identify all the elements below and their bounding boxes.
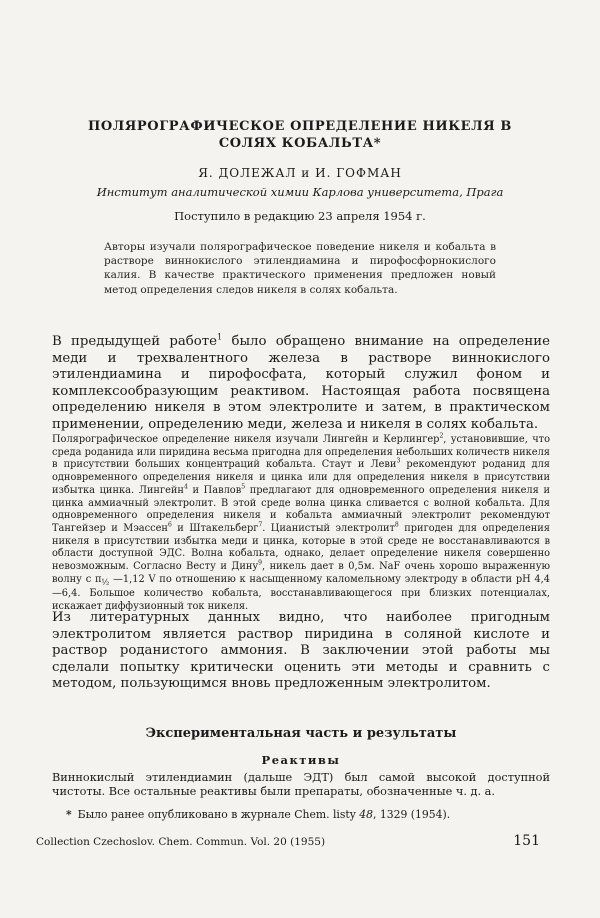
literature-review-paragraph xyxy=(52,434,550,614)
reference-3: 3 xyxy=(396,458,401,466)
section-heading: Экспериментальная часть и результаты xyxy=(145,726,457,741)
reference-8: 8 xyxy=(394,521,399,529)
reference-1: 1 xyxy=(217,331,223,342)
intro-text-1: В предыдущей работе xyxy=(52,334,217,349)
reference-6: 6 xyxy=(167,521,172,529)
review-text-4: и Павлов xyxy=(187,484,242,496)
review-text-6: и Штакельберг xyxy=(171,522,259,534)
article-authors: Я. ДОЛЕЖАЛ и И. ГОФМАН xyxy=(198,166,402,180)
half-wave-subscript: ½ xyxy=(101,576,110,587)
subsection-heading: Реактивы xyxy=(261,753,341,767)
reference-5: 5 xyxy=(241,483,246,491)
article-title: ПОЛЯРОГРАФИЧЕСКОЕ ОПРЕДЕЛЕНИЕ НИКЕЛЯ В СОЛЯХ КОБАЛЬТА* xyxy=(87,119,513,151)
article-affiliation: Институт аналитической химии Карлова университета, Прага xyxy=(96,185,504,199)
footnote-text-1: Было ранее опубликовано в журнале Chem. listy xyxy=(77,808,360,821)
conclusion-paragraph: Из литературных данных видно, что наиболее пригодным электролитом является раствор пиридина в соляной кислоте и раствор роданистого аммония. В заключении этой работы мы сделали попытку критически оценить эти методы и сравнить с методом, пользующимся вновь предложенным электролитом. xyxy=(52,610,550,692)
journal-citation: Collection Czechoslov. Chem. Commun. Vol. 20 (1955) xyxy=(36,836,326,848)
reference-4: 4 xyxy=(183,483,188,491)
review-text-3: рекомендуют роданид для одновременного определения никеля и цинка или для определения никеля в присутствии избытка цинка. Лингейн xyxy=(52,459,550,496)
review-text-8: пригоден для определения никеля в присутствии избытка меди и цинка, которые в этой среде не восстанавливаются в области доступной ЭДС. Волна кобальта, однако, делает определение никеля совершенно невозможным. Согласно Весту и Дину xyxy=(52,522,550,573)
article-abstract: Авторы изучали полярографическое поведение никеля и кобальта в растворе виннокислого этилендиамина и пирофосфорнокислого калия. В качестве практического применения предложен новый метод определения следов никеля в солях кобальта. xyxy=(104,241,496,296)
received-date: Поступило в редакцию 23 апреля 1954 г. xyxy=(174,209,426,223)
reagents-paragraph: Виннокислый этилендиамин (дальше ЭДТ) был самой высокой доступной чистоты. Все остальные реактивы были препараты, обозначенные ч. д. а. xyxy=(52,771,550,798)
review-text-2: , установившие, что среда роданида или пиридина весьма пригодна для определения небольших количеств никеля в присутствии больших концентраций кобальта. Стаут и Леви xyxy=(52,434,550,471)
footnote-text-2: , 1329 (1954). xyxy=(373,808,451,821)
reference-9: 9 xyxy=(258,559,263,567)
review-text-7: . Цианистый электролит xyxy=(262,522,395,534)
page-footer xyxy=(36,833,546,849)
reference-2: 2 xyxy=(439,432,444,440)
review-text-9: , никель дает в 0,5м. NaF очень хорошо выраженную волну с π xyxy=(52,561,550,585)
footnote-mark: * xyxy=(66,808,72,821)
reference-7: 7 xyxy=(258,521,263,529)
review-text-5: предлагают для одновременного определения никеля и цинка аммиачный электролит. В этой среде волна цинка сливается с волной кобальта. Для одновременного определения никеля и кобальта аммиачный электролит рекомендуют Тангейзер и Мэассен xyxy=(52,484,550,534)
review-text-10: —1,12 V по отношению к насыщенному каломельному электроду в области pH 4,4—6,4. Большое количество кобальта, восстанавливающегося при близких потенциалах, искажает диффузионный ток никеля. xyxy=(52,573,550,613)
intro-text-2: было обращено внимание на определение меди и трехвалентного железа в растворе виннокислого этилендиамина и пирофосфата, который служил фоном и комплексообразующим реактивом. Настоящая работа посвящена определению никеля в этом электролите и затем, в практическом применении, определению меди, железа и никеля в солях кобальта. xyxy=(52,334,550,432)
page-number: 151 xyxy=(513,833,540,849)
footnote xyxy=(66,808,546,821)
footnote-volume: 48 xyxy=(359,808,374,821)
review-text-1: Полярографическое определение никеля изучали Лингейн и Керлингер xyxy=(52,434,440,445)
intro-paragraph xyxy=(52,331,550,434)
